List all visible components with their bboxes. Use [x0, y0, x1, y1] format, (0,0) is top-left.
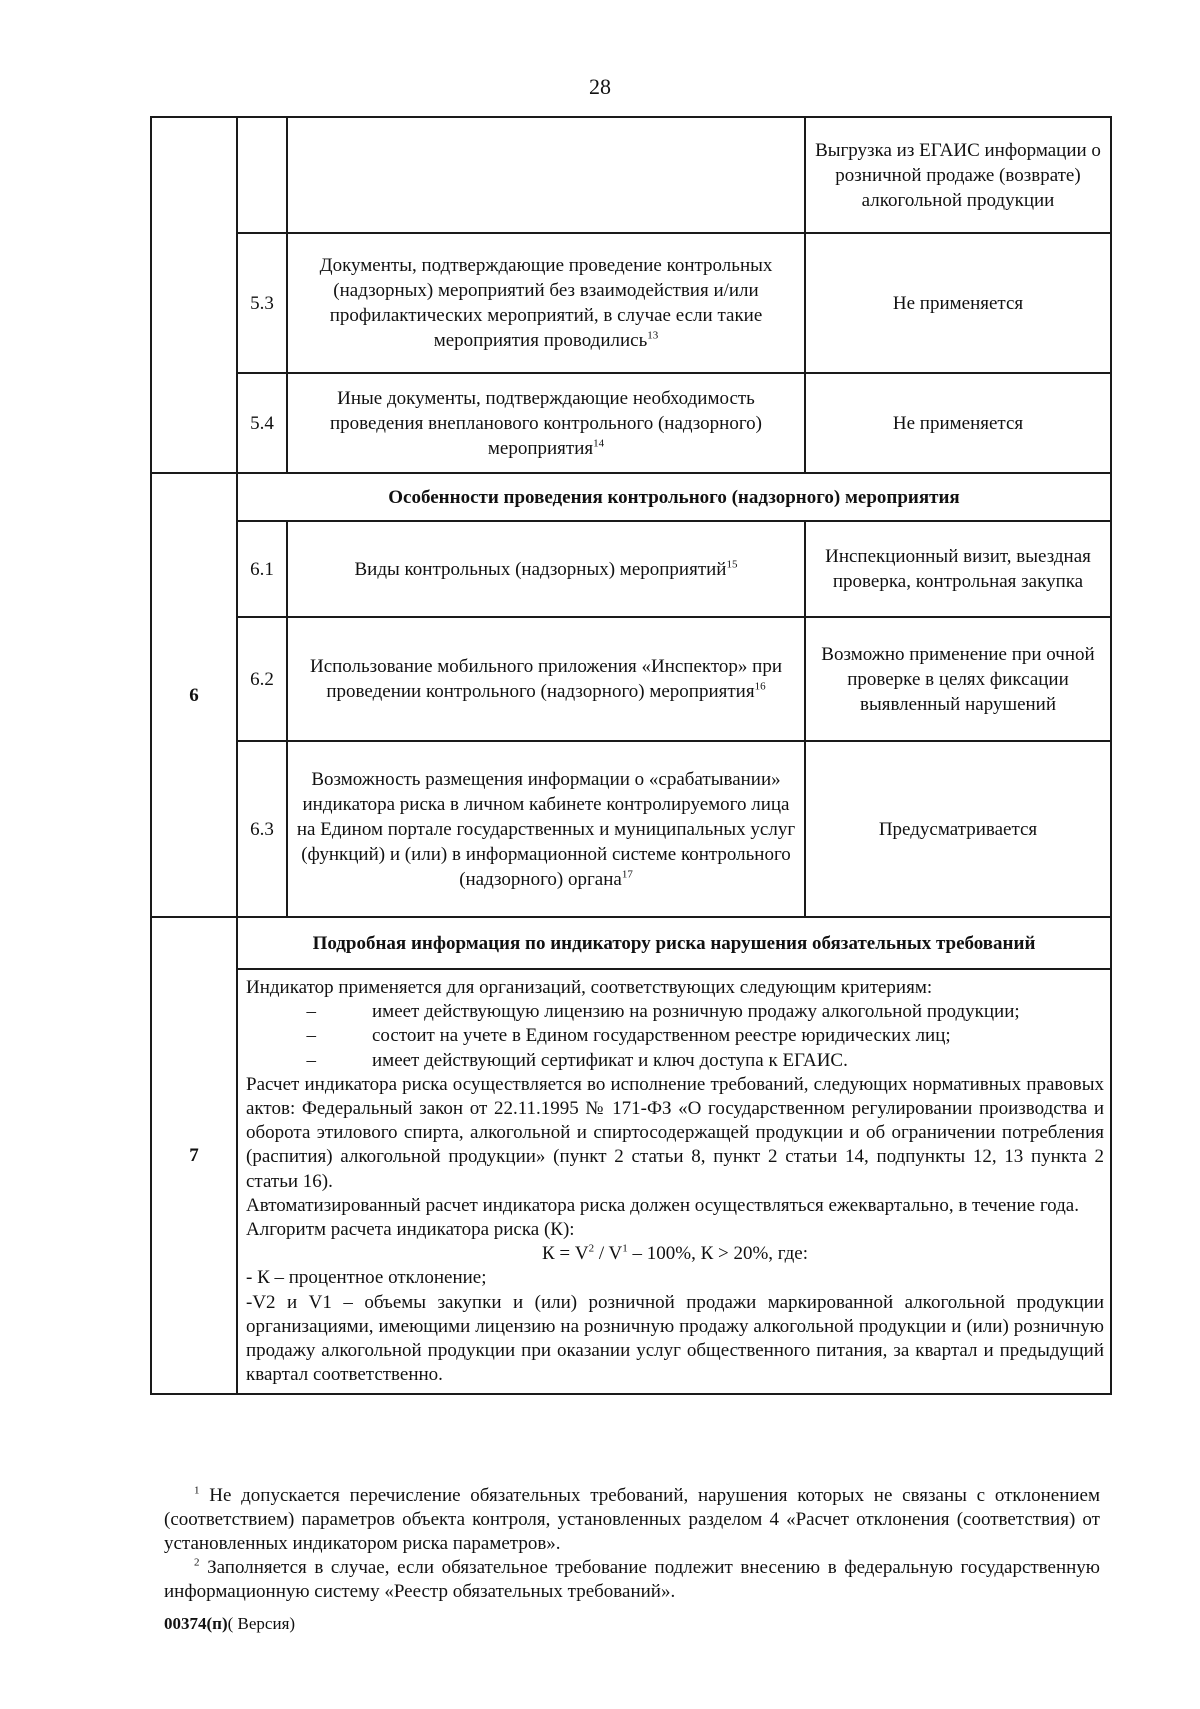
section-number: 6: [151, 473, 237, 917]
footnotes: [164, 1484, 1100, 1604]
formula-lhs: К = V: [541, 1243, 589, 1265]
row-number: 6.2: [237, 617, 287, 741]
row-value: Предусматривается: [805, 741, 1111, 917]
footnote-text: Не допускается перечисление обязательных требований, нарушения которых не связаны с отклонением (соответствием) параметров объекта контроля, установленных разделом 4 «Расчет отклонения (соответствия) от установленных индикатором риска параметров».: [164, 1485, 1100, 1554]
footnote-mark: 1: [194, 1484, 200, 1497]
section-7-heading-row: [151, 917, 1111, 969]
footnote-ref: 15: [726, 558, 738, 571]
row-number: 5.3: [237, 233, 287, 373]
section-heading: Особенности проведения контрольного (надзорного) мероприятия: [237, 473, 1111, 521]
footnote-2: [164, 1556, 1100, 1604]
section-7-detail-row: [151, 969, 1111, 1394]
row-text-body: Документы, подтверждающие проведение контрольных (надзорных) мероприятий без взаимодействия и/или профилактических мероприятий, в случае если такие мероприятия проводились: [319, 255, 773, 351]
criterion-text: состоит на учете в Едином государственном реестре юридических лиц;: [372, 1025, 951, 1047]
risk-formula: [246, 1242, 1104, 1266]
indicator-details: [237, 969, 1111, 1394]
table-row-6-3: [151, 741, 1111, 917]
table-row-5-4: [151, 373, 1111, 473]
definition-v: -V2 и V1 – объемы закупки и (или) розничной продажи маркированной алкогольной продукции организациями, имеющими лицензию на розничную продажу алкогольной продукции и (или) розничную продажу алкогольной продукции при оказании услуг общественного питания, за квартал и предыдущий квартал соответственно.: [246, 1291, 1104, 1386]
dash-mark: –: [306, 1001, 316, 1023]
section-number: 7: [151, 917, 237, 1394]
row-number: 6.1: [237, 521, 287, 617]
formula-mid: / V: [594, 1243, 623, 1265]
row-value: Не применяется: [805, 233, 1111, 373]
row-text-body: Использование мобильного приложения «Инспектор» при проведении контрольного (надзорного) мероприятия: [309, 656, 783, 702]
row-value: Не применяется: [805, 373, 1111, 473]
criterion-item: [246, 1000, 1104, 1024]
section-5-cell: [151, 117, 237, 473]
calc-basis: Расчет индикатора риска осуществляется во исполнение требований, следующих нормативных правовых актов: Федеральный закон от 22.11.1995 № 171-ФЗ «О государственном регулировании производства и оборота этилового спирта, алкогольной и спиртосодержащей продукции и об ограничении потребления (распития) алкогольной продукции» (пункт 2 статьи 8, пункт 2 статьи 14, подпункты 12, 13 пункта 2 статьи 16).: [246, 1073, 1104, 1192]
definition-k: - К – процентное отклонение;: [246, 1267, 487, 1289]
document-code: [164, 1614, 295, 1634]
row-text: [287, 741, 805, 917]
doc-code-version: ( Версия): [227, 1614, 296, 1633]
row-number: 6.3: [237, 741, 287, 917]
page-number: 28: [589, 74, 611, 99]
footnote-text: Заполняется в случае, если обязательное требование подлежит внесению в федеральную государственную информационную систему «Реестр обязательных требований».: [164, 1557, 1100, 1602]
table-row-6-2: [151, 617, 1111, 741]
doc-code-number: 00374(п): [164, 1614, 228, 1633]
criterion-text: имеет действующий сертификат и ключ доступа к ЕГАИС.: [372, 1049, 848, 1071]
footnote-ref: 14: [593, 437, 605, 450]
row-text-empty: [287, 117, 805, 233]
table-row-export: [151, 117, 1111, 233]
footnote-mark: 2: [194, 1556, 200, 1569]
row-text: [287, 373, 805, 473]
row-value: Инспекционный визит, выездная проверка, контрольная закупка: [805, 521, 1111, 617]
requirements-table: [150, 116, 1112, 1395]
row-value: Выгрузка из ЕГАИС информации о розничной продаже (возврате) алкогольной продукции: [805, 117, 1111, 233]
formula-sup-2: 1: [622, 1242, 628, 1255]
row-number: 5.4: [237, 373, 287, 473]
table-row-5-3: [151, 233, 1111, 373]
criterion-item: [246, 1024, 1104, 1048]
section-6-heading-row: [151, 473, 1111, 521]
criterion-item: [246, 1049, 1104, 1073]
row-text-body: Возможность размещения информации о «срабатывании» индикатора риска в личном кабинете контролируемого лица на Едином портале государственных и муниципальных услуг (функций) и (или) в информационной системе контрольного (надзорного) органа: [296, 768, 796, 890]
row-text: [287, 233, 805, 373]
footnote-ref: 13: [647, 329, 659, 342]
footnote-1: [164, 1484, 1100, 1556]
formula-sup-1: 2: [588, 1242, 595, 1255]
formula-rhs: – 100%, К > 20%, где:: [627, 1243, 809, 1265]
footnote-ref: 17: [621, 868, 633, 881]
criterion-text: имеет действующую лицензию на розничную продажу алкогольной продукции;: [372, 1001, 1020, 1023]
row-text-body: Иные документы, подтверждающие необходимость проведения внепланового контрольного (надзорного) мероприятия: [329, 387, 762, 459]
automation-note: Автоматизированный расчет индикатора риска должен осуществляться ежеквартально, в течение года.: [246, 1194, 1079, 1216]
row-text: [287, 521, 805, 617]
criteria-intro: Индикатор применяется для организаций, соответствующих следующим критериям:: [246, 977, 933, 998]
section-heading: Подробная информация по индикатору риска нарушения обязательных требований: [237, 917, 1111, 969]
table-row-6-1: [151, 521, 1111, 617]
dash-mark: –: [306, 1025, 316, 1047]
dash-mark: –: [306, 1049, 316, 1071]
row-number-empty: [237, 117, 287, 233]
footnote-ref: 16: [754, 680, 766, 693]
algorithm-label: Алгоритм расчета индикатора риска (К):: [246, 1219, 575, 1241]
row-text: [287, 617, 805, 741]
row-value: Возможно применение при очной проверке в целях фиксации выявленный нарушений: [805, 617, 1111, 741]
row-text-body: Виды контрольных (надзорных) мероприятий: [354, 558, 727, 580]
